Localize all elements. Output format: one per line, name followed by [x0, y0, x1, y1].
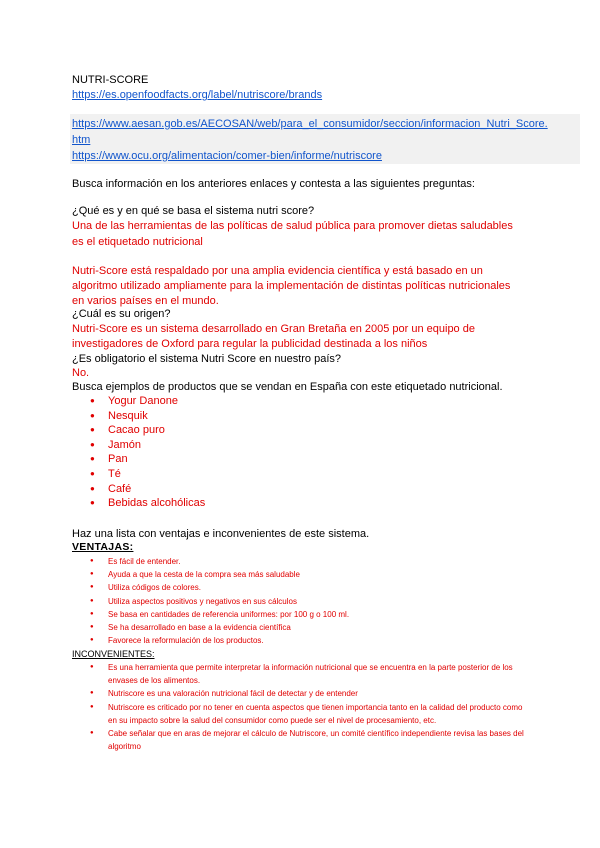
- answer-2-line-1: Nutri-Score es un sistema desarrollado en Gran Bretaña en 2005 por un equipo de: [72, 323, 475, 335]
- question-5: Haz una lista con ventajas e inconvenientes de este sistema.: [72, 528, 370, 540]
- ventajas-heading: VENTAJAS:: [72, 541, 134, 553]
- list-item: ● Se basa en cantidades de referencia uniformes: por 100 g o 100 ml.: [72, 608, 572, 621]
- list-item: ● Es una herramienta que permite interpretar la información nutricional que se encuentra en la parte posterior de los envases de los alimentos.: [72, 661, 532, 687]
- question-2: ¿Cuál es su origen?: [72, 308, 171, 320]
- question-3: ¿Es obligatorio el sistema Nutri Score en nuestro país?: [72, 353, 342, 365]
- link-aesan-continued[interactable]: htm: [72, 134, 91, 146]
- question-4: Busca ejemplos de productos que se vendan en España con este etiquetado nutricional.: [72, 381, 503, 393]
- list-item: ● Se ha desarrollado en base a la evidencia científica: [72, 621, 572, 634]
- ventajas-list: [72, 555, 572, 647]
- list-item: ● Jamón: [72, 438, 572, 453]
- product-list: [72, 394, 572, 511]
- list-item: ● Café: [72, 482, 572, 497]
- answer-1a-line-1: Una de las herramientas de las políticas de salud pública para promover dietas saludables: [72, 220, 513, 232]
- list-item: ● Bebidas alcohólicas: [72, 496, 572, 511]
- answer-1b-line-2: algoritmo utilizado ampliamente para la implementación de distintas políticas nutricionales: [72, 280, 511, 292]
- answer-1b-line-1: Nutri-Score está respaldado por una amplia evidencia científica y está basado en un: [72, 265, 483, 277]
- link-ocu[interactable]: https://www.ocu.org/alimentacion/comer-bien/informe/nutriscore: [72, 150, 382, 162]
- list-item: ● Es fácil de entender.: [72, 555, 572, 568]
- answer-1a-line-2: es el etiquetado nutricional: [72, 236, 203, 248]
- list-item: ● Nesquik: [72, 409, 572, 424]
- link-openfoodfacts[interactable]: https://es.openfoodfacts.org/label/nutriscore/brands: [72, 89, 323, 101]
- list-item: ● Nutriscore es una valoración nutricional fácil de detectar y de entender: [72, 687, 532, 700]
- list-item: ● Pan: [72, 452, 572, 467]
- answer-2-line-2: investigadores de Oxford para regular la publicidad destinada a los niños: [72, 338, 428, 350]
- list-item: ● Nutriscore es criticado por no tener en cuenta aspectos que tienen importancia tanto en la calidad del producto como en su impacto sobre la salud del consumidor como puede ser el nivel de procesamiento, etc.: [72, 701, 532, 727]
- list-item: ● Cacao puro: [72, 423, 572, 438]
- question-1: ¿Qué es y en qué se basa el sistema nutri score?: [72, 205, 315, 217]
- inconvenientes-heading: INCONVENIENTES:: [72, 649, 155, 659]
- list-item: ● Ayuda a que la cesta de la compra sea más saludable: [72, 568, 572, 581]
- instruction-text: Busca información en los anteriores enlaces y contesta a las siguientes preguntas:: [72, 178, 475, 190]
- answer-1b-line-3: en varios países en el mundo.: [72, 295, 219, 307]
- list-item: ● Utiliza aspectos positivos y negativos en sus cálculos: [72, 595, 572, 608]
- link-aesan[interactable]: https://www.aesan.gob.es/AECOSAN/web/para_el_consumidor/seccion/informacion_Nutri_Score.: [72, 118, 548, 130]
- doc-title: NUTRI-SCORE: [72, 74, 149, 86]
- list-item: ● Yogur Danone: [72, 394, 572, 409]
- list-item: ● Utiliza códigos de colores.: [72, 581, 572, 594]
- list-item: ● Favorece la reformulación de los productos.: [72, 634, 572, 647]
- inconvenientes-list: [72, 661, 532, 753]
- list-item: ● Té: [72, 467, 572, 482]
- list-item: ● Cabe señalar que en aras de mejorar el cálculo de Nutriscore, un comité científico independiente revisa las bases del algoritmo: [72, 727, 532, 753]
- answer-3: No.: [72, 367, 90, 379]
